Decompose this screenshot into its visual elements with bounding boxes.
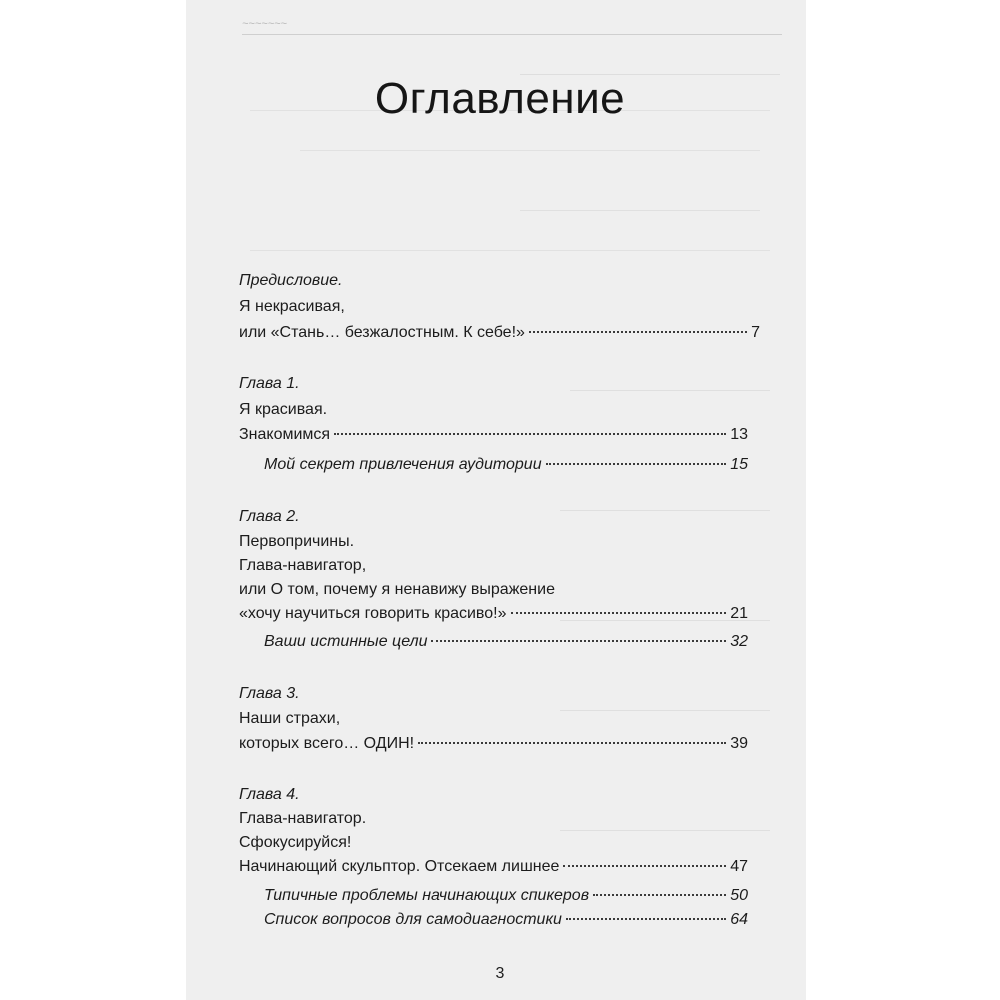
entry-label: Глава 4. bbox=[239, 786, 300, 803]
toc-row-text: которых всего… ОДИН! bbox=[239, 735, 415, 752]
leader-dots bbox=[418, 742, 726, 744]
page-ref: 47 bbox=[730, 858, 748, 875]
leader-dots bbox=[511, 612, 727, 614]
page-ref: 39 bbox=[730, 735, 748, 752]
page-ref: 13 bbox=[730, 426, 748, 443]
toc-row-text: «хочу научиться говорить красиво!» bbox=[239, 605, 507, 622]
ghost-rule bbox=[242, 34, 782, 35]
ghost-line bbox=[560, 500, 770, 511]
ghost-line bbox=[250, 240, 770, 251]
toc-row[interactable] bbox=[239, 858, 748, 876]
entry-title-line: Я красивая. bbox=[239, 401, 328, 418]
entry-title-line: Первопричины. bbox=[239, 533, 355, 550]
toc-row-text: Знакомимся bbox=[239, 426, 331, 443]
entry-title-line: Я некрасивая, bbox=[239, 298, 345, 315]
ghost-line bbox=[300, 140, 760, 151]
entry-label: Предисловие. bbox=[239, 272, 343, 289]
ghost-line bbox=[560, 820, 770, 831]
leader-dots bbox=[334, 433, 726, 435]
toc-subrow[interactable] bbox=[264, 633, 748, 651]
ghost-line bbox=[560, 700, 770, 711]
toc-subrow[interactable] bbox=[264, 911, 748, 929]
toc-subrow[interactable] bbox=[264, 887, 748, 905]
entry-title-line: или О том, почему я ненавижу выражение bbox=[239, 581, 555, 598]
page-ref: 15 bbox=[730, 456, 748, 473]
toc-row[interactable] bbox=[239, 324, 760, 342]
ghost-line bbox=[570, 380, 770, 391]
leader-dots bbox=[546, 463, 727, 465]
leader-dots bbox=[529, 331, 747, 333]
page-number: 3 bbox=[495, 965, 505, 982]
leader-dots bbox=[563, 865, 726, 867]
entry-label: Глава 2. bbox=[239, 508, 300, 525]
page-ref: 32 bbox=[730, 633, 748, 650]
entry-title-line: Сфокусируйся! bbox=[239, 834, 352, 851]
toc-subrow-text: Список вопросов для самодиагностики bbox=[264, 911, 562, 928]
entry-label: Глава 1. bbox=[239, 375, 300, 392]
toc-row-text: или «Стань… безжалостным. К себе!» bbox=[239, 324, 525, 341]
entry-label: Глава 3. bbox=[239, 685, 300, 702]
leader-dots bbox=[593, 894, 726, 896]
toc-row[interactable] bbox=[239, 605, 748, 623]
toc-row-text: Начинающий скульптор. Отсекаем лишнее bbox=[239, 858, 560, 875]
entry-title-line: Глава-навигатор, bbox=[239, 557, 367, 574]
leader-dots bbox=[431, 640, 726, 642]
page-ref: 7 bbox=[751, 324, 760, 341]
page-title: Оглавление bbox=[374, 74, 626, 123]
ghost-line bbox=[520, 200, 760, 211]
entry-title-line: Наши страхи, bbox=[239, 710, 341, 727]
toc-subrow-text: Типичные проблемы начинающих спикеров bbox=[264, 887, 590, 904]
leader-dots bbox=[566, 918, 726, 920]
entry-title-line: Глава-навигатор. bbox=[239, 810, 367, 827]
toc-row[interactable] bbox=[239, 426, 748, 444]
toc-subrow[interactable] bbox=[264, 456, 748, 474]
toc-subrow-text: Мой секрет привлечения аудитории bbox=[264, 456, 542, 473]
toc-row[interactable] bbox=[239, 735, 748, 753]
ghost-header: ~~~~~~~ bbox=[242, 18, 287, 30]
page-ref: 50 bbox=[730, 887, 748, 904]
page-ref: 21 bbox=[730, 605, 748, 622]
toc-subrow-text: Ваши истинные цели bbox=[264, 633, 428, 650]
page-ref: 64 bbox=[730, 911, 748, 928]
